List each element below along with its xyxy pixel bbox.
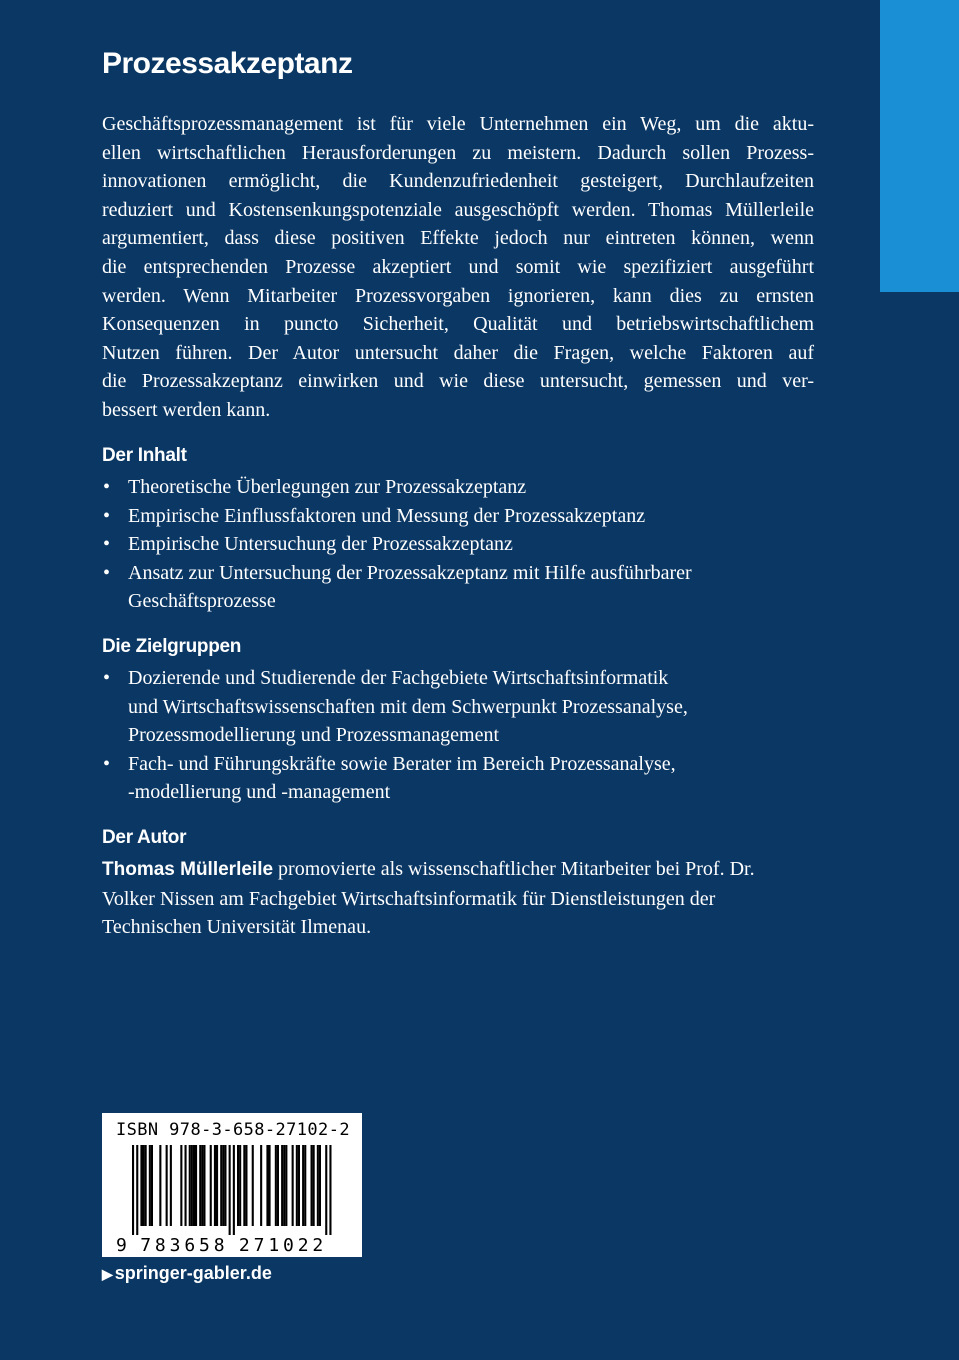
isbn-label: ISBN 978-3-658-27102-2 [116, 1120, 350, 1140]
autor-line-1: promovierte als wissenschaftlicher Mitarbeiter bei Prof. Dr. [278, 858, 755, 880]
website-text: springer-gabler.de [114, 1263, 272, 1283]
barcode-bar [222, 1145, 224, 1226]
author-name: Thomas Müllerleile [102, 859, 274, 880]
barcode-digit: 2 [312, 1235, 324, 1256]
bullet-text-line: Dozierende und Studierende der Fachgebiete Wirtschaftsinformatik [128, 667, 669, 689]
bullet-text-line: Theoretische Überlegungen zur Prozessakzeptanz [128, 476, 527, 498]
barcode-bar [239, 1145, 241, 1226]
barcode-bar [189, 1145, 191, 1226]
barcode-bar [214, 1145, 216, 1226]
intro-line: die entsprechenden Prozesse akzeptiert und somit wie spezifiziert ausgeführt [102, 255, 814, 278]
bullet-item [102, 559, 822, 616]
barcode-digit: 6 [184, 1235, 196, 1256]
barcode-bar [229, 1145, 231, 1235]
zielgruppen-heading: Die Zielgruppen [102, 636, 242, 657]
inhalt-heading: Der Inhalt [102, 445, 187, 466]
book-title: Prozessakzeptanz [102, 47, 353, 80]
barcode-bar [180, 1145, 182, 1226]
barcode-bar [269, 1145, 271, 1226]
barcode-bar [136, 1145, 138, 1235]
accent-bar [880, 0, 959, 292]
barcode-bar [199, 1145, 201, 1226]
barcode-bar [145, 1145, 147, 1226]
barcode-bar [201, 1145, 203, 1226]
intro-line: Geschäftsprozessmanagement ist für viele Unternehmen ein Weg, um die aktu- [102, 113, 814, 135]
barcode-digit: 0 [283, 1235, 294, 1256]
barcode-bar [166, 1145, 168, 1226]
barcode-bar [319, 1145, 321, 1226]
barcode-digit: 8 [154, 1235, 166, 1256]
intro-paragraph [102, 110, 814, 425]
barcode-bar [313, 1145, 315, 1226]
barcode-bar [233, 1145, 235, 1235]
barcode-bar [277, 1145, 279, 1226]
barcode-bar [317, 1145, 319, 1226]
barcode-digit: 7 [253, 1235, 265, 1256]
isbn-barcode [102, 1113, 362, 1257]
barcode-bar [252, 1145, 254, 1226]
bullet-icon: • [103, 476, 111, 498]
barcode-bar [281, 1145, 283, 1226]
barcode-digit: 1 [268, 1235, 280, 1256]
bullet-text-line: Empirische Untersuchung der Prozessakzeptanz [128, 533, 513, 556]
barcode-bar [266, 1145, 268, 1226]
barcode-graphic [102, 1113, 362, 1257]
bullet-icon: • [103, 667, 111, 689]
barcode-bar [220, 1145, 222, 1226]
bullet-icon: • [103, 533, 111, 556]
intro-line: werden. Wenn Mitarbeiter Prozessvorgaben ignorieren, kann dies zu ernsten [102, 284, 814, 307]
barcode-bar [170, 1145, 172, 1226]
bullet-item [102, 664, 822, 750]
bullet-text-line: und Wirtschaftswissenschaften mit dem Schwerpunkt Prozessanalyse, [128, 695, 688, 718]
barcode-bar [298, 1145, 300, 1226]
barcode-bar [140, 1145, 142, 1226]
barcode-bar [143, 1145, 145, 1226]
barcode-bar [285, 1145, 287, 1226]
barcode-bar [283, 1145, 285, 1226]
barcode-digit: 5 [199, 1235, 210, 1256]
bullet-icon: • [103, 752, 111, 775]
intro-line: reduziert und Kostensenkungspotenziale ausgeschöpft werden. Thomas Müllerleile [102, 198, 814, 221]
inhalt-list [102, 473, 822, 616]
barcode-bar [191, 1145, 193, 1226]
barcode-bar [329, 1145, 331, 1235]
bullet-text-line: Geschäftsprozesse [128, 590, 276, 613]
bullet-text-line: Empirische Einflussfaktoren und Messung der Prozessakzeptanz [128, 504, 646, 527]
barcode-bar [185, 1145, 187, 1226]
autor-paragraph [102, 855, 822, 942]
barcode-bar [159, 1145, 161, 1226]
bullet-item [102, 750, 822, 807]
autor-heading: Der Autor [102, 827, 187, 848]
intro-line: innovationen ermöglicht, die Kundenzufriedenheit gesteigert, Durchlaufzeiten [102, 170, 814, 193]
bullet-icon: • [103, 504, 111, 527]
barcode-bar [304, 1145, 306, 1226]
intro-line: Nutzen führen. Der Autor untersucht daher die Fragen, welche Faktoren auf [102, 341, 814, 364]
barcode-bar [245, 1145, 247, 1226]
barcode-digit: 8 [213, 1235, 225, 1256]
barcode-digit: 7 [140, 1235, 152, 1256]
bullet-icon: • [103, 561, 111, 584]
bullet-text-line: Fach- und Führungskräfte sowie Berater im Bereich Prozessanalyse, [128, 752, 676, 775]
bullet-item [102, 530, 822, 559]
barcode-bar [132, 1145, 134, 1235]
barcode-bar [302, 1145, 304, 1226]
autor-line-3: Technischen Universität Ilmenau. [102, 916, 372, 939]
barcode-bar [210, 1145, 212, 1226]
barcode-bar [237, 1145, 239, 1226]
barcode-bar [216, 1145, 218, 1226]
barcode-bar [325, 1145, 327, 1235]
bullet-text-line: Prozessmodellierung und Prozessmanagement [128, 724, 500, 747]
barcode-digit: 2 [238, 1235, 250, 1256]
barcode-bar [260, 1145, 262, 1226]
intro-line: die Prozessakzeptanz einwirken und wie diese untersucht, gemessen und ver- [102, 370, 814, 393]
zielgruppen-list [102, 664, 822, 807]
bullet-text-line: Ansatz zur Untersuchung der Prozessakzeptanz mit Hilfe ausführbarer [128, 561, 692, 584]
barcode-digit: 2 [297, 1235, 309, 1256]
bullet-item [102, 502, 822, 531]
intro-line: bessert werden kann. [102, 398, 271, 421]
barcode-bar [243, 1145, 245, 1226]
website-link[interactable] [102, 1261, 272, 1286]
barcode-bar [296, 1145, 298, 1226]
bullet-text-line: -modellierung und -management [128, 781, 391, 804]
barcode-bar [224, 1145, 226, 1226]
barcode-bar [311, 1145, 313, 1226]
intro-line: ellen wirtschaftlichen Herausforderungen zu meistern. Dadurch sollen Prozess- [102, 141, 814, 164]
barcode-bar [275, 1145, 277, 1226]
intro-line: argumentiert, dass diese positiven Effekte jedoch nur eintreten können, wenn [102, 227, 814, 250]
barcode-bar [195, 1145, 197, 1226]
bullet-item [102, 473, 822, 502]
barcode-digit: 3 [169, 1235, 181, 1256]
barcode-bar [149, 1145, 151, 1226]
autor-line-2: Volker Nissen am Fachgebiet Wirtschaftsinformatik für Dienstleistungen der [102, 887, 716, 910]
barcode-bar [203, 1145, 205, 1226]
intro-line: Konsequenzen in puncto Sicherheit, Qualität und betriebswirtschaftlichem [102, 313, 814, 336]
barcode-digit: 9 [116, 1235, 127, 1256]
barcode-bar [292, 1145, 294, 1226]
barcode-bar [151, 1145, 153, 1226]
barcode-bar [193, 1145, 195, 1226]
play-arrow-icon: ▶ [102, 1266, 113, 1282]
